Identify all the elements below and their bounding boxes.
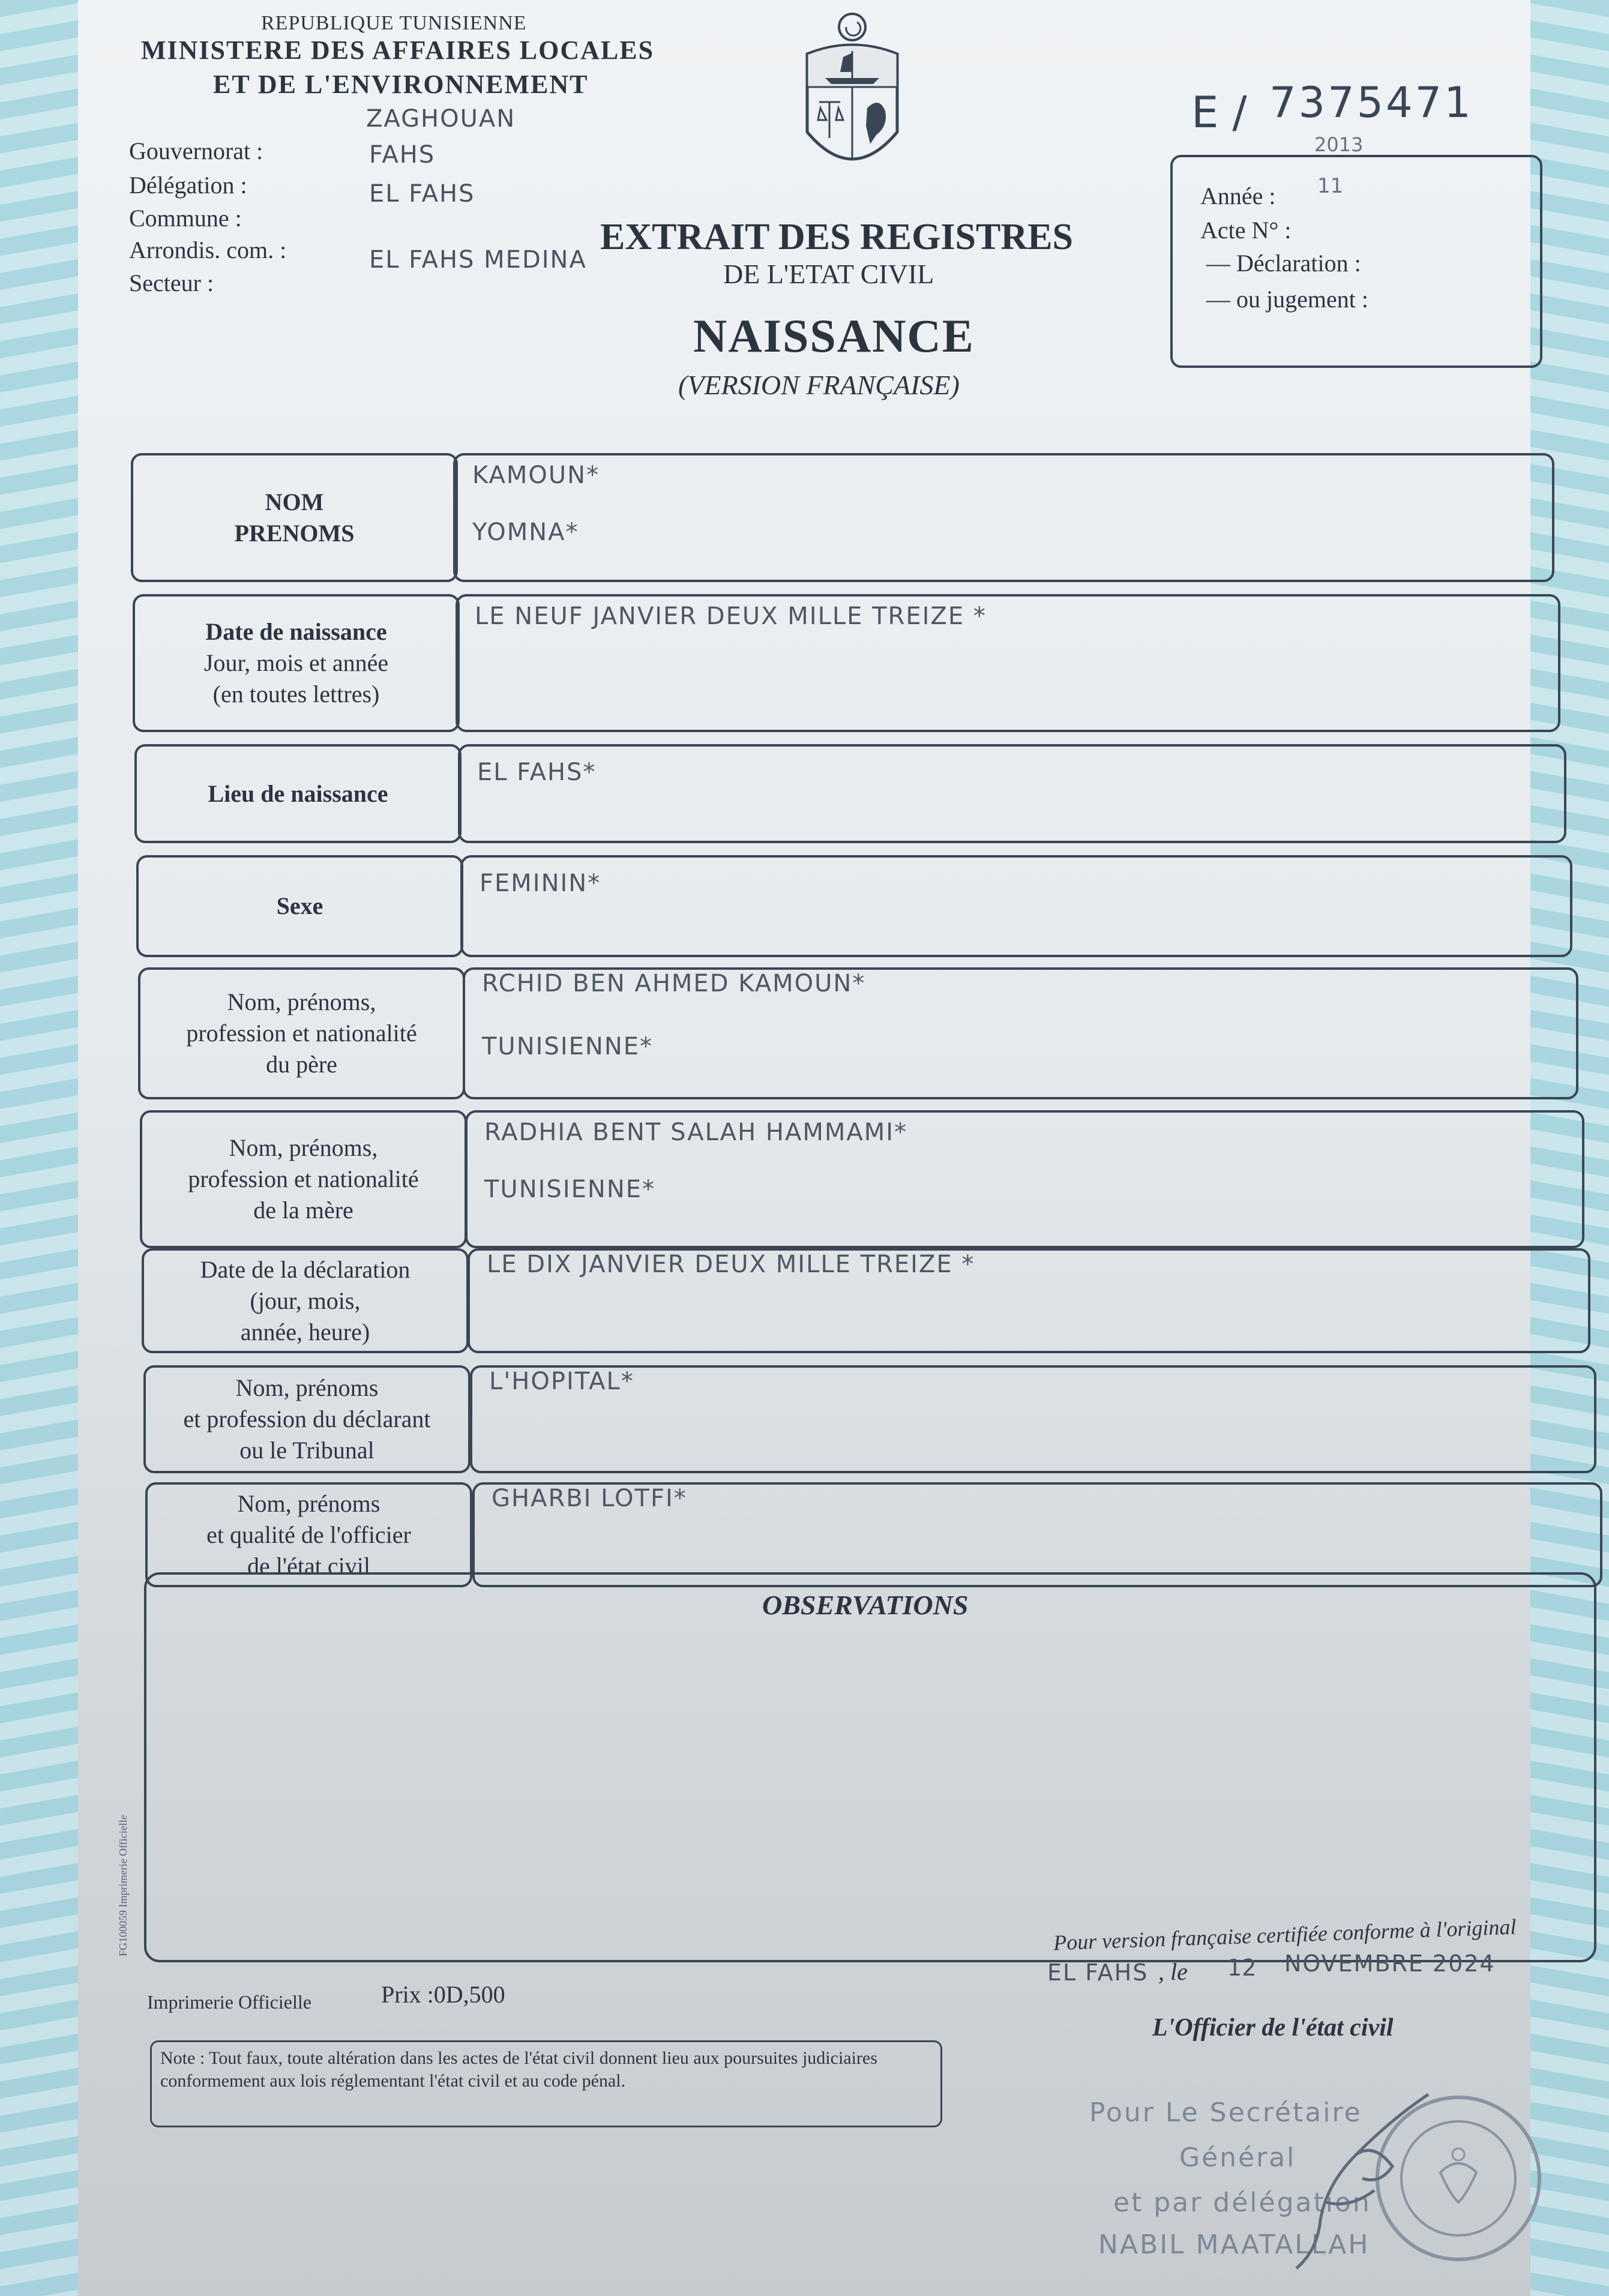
field-value-line: LE DIX JANVIER DEUX MILLE TREIZE * — [487, 1251, 975, 1278]
annee-label: Année : — [1200, 182, 1276, 209]
field-value-6 — [468, 1248, 1590, 1353]
governorate-top-value: ZAGHOUAN — [366, 105, 516, 133]
officer-title: L'Officier de l'état civil — [1152, 2014, 1394, 2042]
ministry-line1: MINISTERE DES AFFAIRES LOCALES — [141, 35, 655, 65]
field-value-4 — [463, 967, 1578, 1099]
field-value-0 — [453, 453, 1554, 582]
field-label-line: ou le Tribunal — [239, 1437, 374, 1464]
stamp-line2: Général — [1179, 2142, 1296, 2173]
field-value-line: TUNISIENNE* — [482, 1033, 654, 1060]
gouvernorat-label: Gouvernorat : — [129, 137, 263, 164]
secteur-label: Secteur : — [129, 269, 214, 296]
act-year-small: 2013 — [1314, 133, 1364, 156]
field-label-line: Sexe — [276, 892, 323, 919]
field-label-line: Lieu de naissance — [208, 780, 388, 807]
footer-date-prefix: , le — [1158, 1958, 1188, 1985]
field-value-line: GHARBI LOTFI* — [492, 1485, 687, 1512]
arrondissement-value: EL FAHS MEDINA — [369, 246, 587, 274]
field-value-7 — [470, 1365, 1596, 1473]
delegation-label: Délégation : — [129, 172, 247, 199]
delegation-value: EL FAHS — [369, 180, 475, 208]
arrondissement-label: Arrondis. com. : — [129, 236, 287, 263]
price-label: Prix :0D,500 — [381, 1981, 505, 2008]
field-label-3 — [136, 855, 463, 957]
field-value-line: KAMOUN* — [472, 461, 600, 489]
commune-label: Commune : — [129, 205, 242, 232]
field-label-line: (en toutes lettres) — [212, 681, 380, 708]
field-label-line: Nom, prénoms, — [229, 1134, 378, 1161]
field-value-line: RCHID BEN AHMED KAMOUN* — [482, 970, 866, 997]
ministry-line2: ET DE L'ENVIRONNEMENT — [213, 70, 589, 99]
printer-name: Imprimerie Officielle — [147, 1991, 311, 2013]
field-label-line: Nom, prénoms — [235, 1374, 379, 1401]
field-label-line: (jour, mois, — [250, 1287, 361, 1314]
field-label-line: Nom, prénoms — [237, 1489, 380, 1517]
field-label-line: Date de la déclaration — [200, 1255, 411, 1283]
gouvernorat-value: FAHS — [369, 141, 436, 169]
field-label-8 — [145, 1482, 472, 1587]
title-naissance: NAISSANCE — [693, 310, 975, 362]
serial-prefix: E / — [1191, 87, 1247, 137]
observations-box — [144, 1572, 1596, 1962]
republic-label: REPUBLIQUE TUNISIENNE — [261, 12, 527, 34]
field-label-line: année, heure) — [240, 1318, 370, 1345]
field-label-line: NOM — [265, 488, 324, 515]
field-value-5 — [465, 1110, 1584, 1248]
field-value-line: LE NEUF JANVIER DEUX MILLE TREIZE * — [475, 603, 987, 630]
field-label-line: Nom, prénoms, — [227, 988, 376, 1015]
certified-text: Pour version française certifiée conforme à l'original — [1053, 1914, 1517, 1955]
field-label-0 — [131, 453, 458, 582]
field-label-line: profession et nationalité — [188, 1165, 419, 1192]
field-label-line: de l'état civil — [247, 1552, 370, 1579]
field-label-line: et profession du déclarant — [183, 1405, 431, 1432]
field-value-2 — [458, 744, 1566, 843]
legal-note: Note : Tout faux, toute altération dans les actes de l'état civil donnent lieu aux poursuites judiciaires conformement aux lois réglementant l'état civil et au code pénal. — [150, 2040, 942, 2127]
side-print-code: FG100059 Imprimerie Officielle — [117, 1815, 129, 1956]
field-label-6 — [142, 1248, 469, 1353]
field-value-3 — [460, 855, 1572, 957]
stamp-line1: Pour Le Secrétaire — [1089, 2097, 1362, 2128]
observations-label: OBSERVATIONS — [762, 1590, 969, 1620]
field-label-line: de la mère — [253, 1197, 353, 1224]
field-label-4 — [138, 967, 465, 1099]
field-label-line: et qualité de l'officier — [206, 1521, 411, 1548]
field-value-1 — [456, 594, 1560, 732]
coat-of-arms-icon — [783, 6, 921, 198]
field-value-line: TUNISIENNE* — [484, 1176, 656, 1203]
field-label-line: Date de naissance — [205, 618, 387, 645]
field-label-line: du père — [266, 1051, 337, 1078]
signature-icon — [1236, 2082, 1452, 2280]
field-label-1 — [133, 594, 460, 732]
field-label-line: profession et nationalité — [186, 1020, 417, 1047]
stamp-line3: et par délégation — [1113, 2187, 1371, 2218]
footer-place: EL FAHS — [1047, 1959, 1149, 1986]
footer-day: 12 — [1227, 1955, 1257, 1981]
title-etat-civil: DE L'ETAT CIVIL — [723, 259, 934, 289]
footer-month-year: NOVEMBRE 2024 — [1284, 1950, 1496, 1977]
field-value-line: EL FAHS* — [477, 759, 597, 786]
field-value-line: YOMNA* — [472, 518, 579, 546]
field-value-8 — [472, 1482, 1602, 1587]
annee-value: 11 — [1317, 174, 1344, 198]
field-label-line: PRENOMS — [234, 519, 355, 547]
serial-number: 7375471 — [1269, 78, 1473, 127]
field-value-line: RADHIA BENT SALAH HAMMAMI* — [484, 1119, 908, 1146]
field-label-line: Jour, mois et année — [203, 649, 389, 676]
declaration-label: — Déclaration : — [1206, 250, 1361, 277]
field-label-2 — [134, 744, 462, 843]
stamp-line4: NABIL MAATALLAH — [1098, 2229, 1370, 2260]
field-label-5 — [140, 1110, 467, 1248]
jugement-label: — ou jugement : — [1206, 286, 1368, 313]
title-version: (VERSION FRANÇAISE) — [678, 370, 960, 400]
decorative-border-left — [0, 0, 90, 2296]
acte-number-label: Acte N° : — [1200, 217, 1292, 244]
title-extrait: EXTRAIT DES REGISTRES — [600, 217, 1073, 257]
field-value-line: L'HOPITAL* — [489, 1368, 634, 1395]
field-label-7 — [143, 1365, 471, 1473]
field-value-line: FEMININ* — [480, 870, 601, 897]
